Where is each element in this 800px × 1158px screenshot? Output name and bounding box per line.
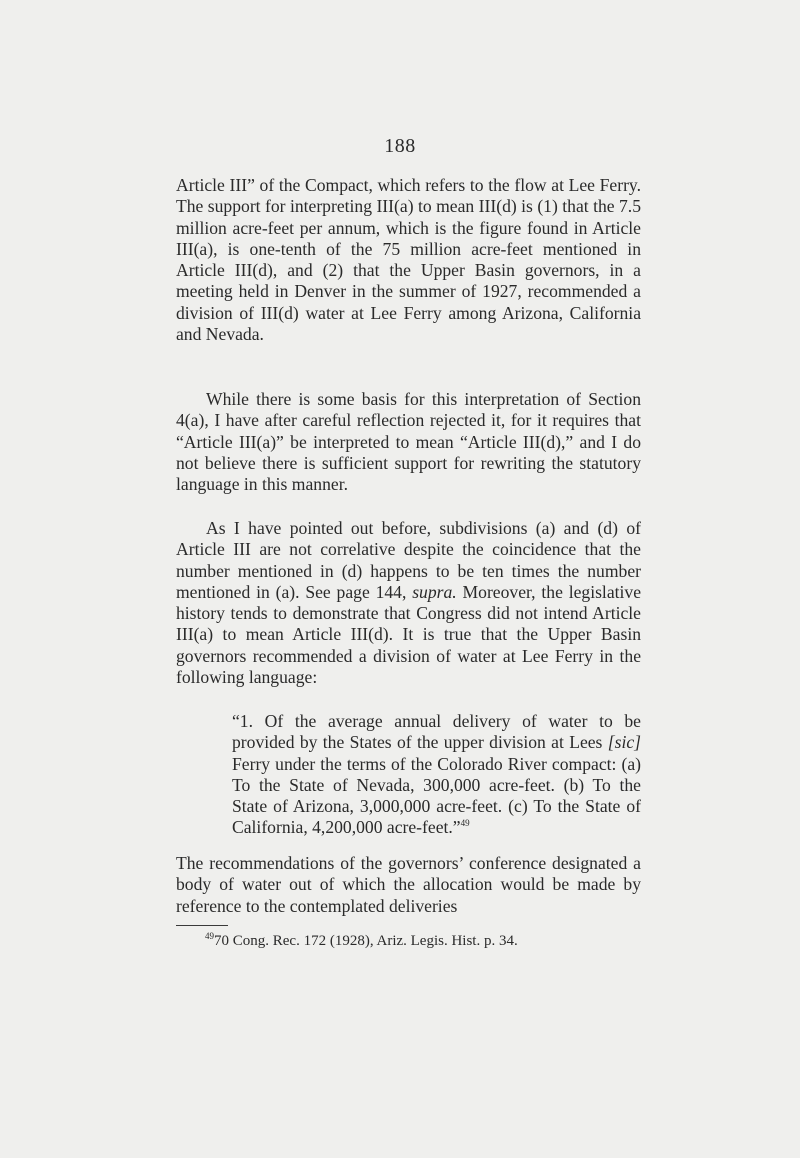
footnote-reference: 49 xyxy=(460,818,470,829)
block-quote xyxy=(232,711,641,839)
supra-citation: supra. xyxy=(412,581,457,602)
paragraph-4-text: The recommendations of the governors’ conference designated a body of water out of which the allocation would be made by reference to the contemplated deliveries xyxy=(176,853,641,916)
footnote-marker: 49 xyxy=(205,931,214,941)
paragraph-2 xyxy=(176,389,641,495)
sic-annotation: [sic] xyxy=(607,732,641,753)
block-quote-after: Ferry under the terms of the Colorado River compact: (a) To the State of Nevada, 300,000 acre-feet. (b) To the State of Arizona, 3,000,000 acre-feet. (c) To the State of California, 4,200,000 acre-feet.” xyxy=(232,753,641,838)
footnote-text: 70 Cong. Rec. 172 (1928), Ariz. Legis. Hist. p. 34. xyxy=(214,933,518,949)
paragraph-3 xyxy=(176,518,641,688)
paragraph-4 xyxy=(176,853,641,917)
paragraph-1 xyxy=(176,175,641,345)
paragraph-3-text xyxy=(176,518,641,688)
footnote xyxy=(205,932,645,951)
paragraph-3-text-after: Moreover, the legislative history tends to demonstrate that Congress did not intend Article III(a) to mean Article III(d). It is true that the Upper Basin governors recommended a division of water at Lee Ferry in the following language: xyxy=(176,581,642,688)
paragraph-3-text-before: As I have pointed out before, subdivisions (a) and (d) of Article III are not correlative despite the coincidence that the number mentioned in (d) happens to be ten times the number mentioned in (a). See page 144, xyxy=(176,518,641,602)
footnote-divider xyxy=(176,925,228,926)
block-quote-text xyxy=(232,711,641,839)
page-number: 188 xyxy=(384,135,416,157)
paragraph-1-text: Article III” of the Compact, which refers to the flow at Lee Ferry. The support for interpreting III(a) to mean III(d) is (1) that the 7.5 million acre-feet per annum, which is the figure found in Article III(a), is one-tenth of the 75 million acre-feet mentioned in Article III(d), and (2) that the Upper Basin governors, in a meeting held in Denver in the summer of 1927, recommended a division of III(d) water at Lee Ferry among Arizona, California and Nevada. xyxy=(176,175,641,345)
paragraph-2-text: While there is some basis for this interpretation of Section 4(a), I have after careful reflection rejected it, for it requires that “Article III(a)” be interpreted to mean “Article III(d),” and I do not believe there is sufficient support for rewriting the statutory language in this manner. xyxy=(176,389,641,495)
block-quote-before: “1. Of the average annual delivery of water to be provided by the States of the upper division at Lees xyxy=(232,711,641,753)
